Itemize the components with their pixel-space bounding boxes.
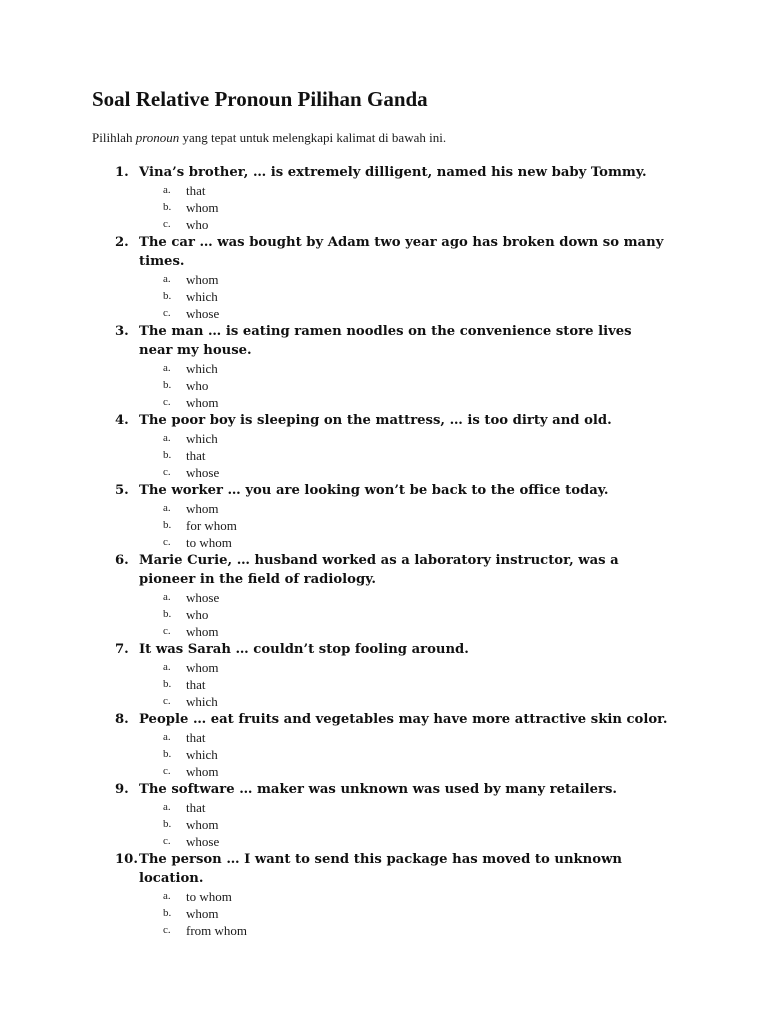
question-text: The poor boy is sleeping on the mattress, … is too dirty and old.	[139, 413, 612, 428]
option-text: that	[186, 800, 206, 815]
question-text: The man … is eating ramen noodles on the convenience store lives near my house.	[139, 324, 632, 358]
option-text: that	[186, 448, 206, 463]
question-list	[0, 163, 768, 939]
option-c	[0, 394, 768, 411]
question-text: It was Sarah … couldn’t stop fooling around.	[139, 642, 469, 657]
option-c	[0, 922, 768, 939]
question-text: Marie Curie, … husband worked as a laboratory instructor, was a pioneer in the field of radiology.	[139, 553, 619, 587]
option-a	[0, 729, 768, 746]
option-text: whose	[186, 465, 220, 480]
option-letter: a.	[163, 273, 171, 285]
question-text: Vina’s brother, … is extremely dilligent, named his new baby Tommy.	[139, 165, 647, 180]
option-list	[0, 182, 768, 233]
question-7	[0, 640, 768, 710]
question-number: 7.	[115, 642, 129, 657]
option-b	[0, 288, 768, 305]
option-text: from whom	[186, 923, 248, 938]
question-text: The worker … you are looking won’t be back to the office today.	[139, 483, 609, 498]
option-b	[0, 447, 768, 464]
option-text: whose	[186, 834, 220, 849]
option-c	[0, 833, 768, 850]
question-8	[0, 710, 768, 780]
option-letter: a.	[163, 362, 171, 374]
question-number: 4.	[115, 413, 129, 428]
option-a	[0, 360, 768, 377]
option-a	[0, 500, 768, 517]
option-a	[0, 659, 768, 676]
question-9	[0, 780, 768, 850]
instruction-text	[92, 130, 446, 146]
option-a	[0, 182, 768, 199]
instruction-emphasis: pronoun	[135, 130, 180, 145]
option-c	[0, 763, 768, 780]
instruction-after: yang tepat untuk melengkapi kalimat di bawah ini.	[179, 130, 447, 145]
option-letter: c.	[163, 307, 171, 319]
option-text: who	[186, 217, 209, 232]
question-number: 3.	[115, 324, 129, 339]
option-letter: b.	[163, 519, 172, 531]
option-c	[0, 305, 768, 322]
option-text: for whom	[186, 518, 237, 533]
option-letter: a.	[163, 890, 171, 902]
option-b	[0, 377, 768, 394]
option-text: whose	[186, 306, 220, 321]
option-text: that	[186, 730, 206, 745]
option-text: to whom	[186, 889, 232, 904]
option-text: whom	[186, 395, 219, 410]
option-letter: a.	[163, 502, 171, 514]
option-list	[0, 659, 768, 710]
option-list	[0, 589, 768, 640]
question-text: People … eat fruits and vegetables may have more attractive skin color.	[139, 712, 668, 727]
question-number: 8.	[115, 712, 129, 727]
option-list	[0, 729, 768, 780]
option-text: to whom	[186, 535, 232, 550]
option-letter: a.	[163, 731, 171, 743]
option-text: which	[186, 289, 218, 304]
option-text: whose	[186, 590, 220, 605]
question-text: The car … was bought by Adam two year ago has broken down so many times.	[139, 235, 664, 269]
option-list	[0, 799, 768, 850]
option-letter: a.	[163, 432, 171, 444]
option-b	[0, 816, 768, 833]
option-list	[0, 500, 768, 551]
option-text: whom	[186, 906, 219, 921]
option-a	[0, 799, 768, 816]
question-3	[0, 322, 768, 411]
option-letter: a.	[163, 661, 171, 673]
option-text: which	[186, 747, 218, 762]
option-text: which	[186, 694, 218, 709]
question-number: 5.	[115, 483, 129, 498]
option-letter: c.	[163, 396, 171, 408]
option-text: whom	[186, 501, 219, 516]
option-letter: c.	[163, 625, 171, 637]
option-c	[0, 464, 768, 481]
option-b	[0, 746, 768, 763]
option-c	[0, 623, 768, 640]
option-text: who	[186, 607, 209, 622]
option-letter: b.	[163, 748, 172, 760]
option-letter: a.	[163, 184, 171, 196]
option-b	[0, 199, 768, 216]
option-a	[0, 271, 768, 288]
question-2	[0, 233, 768, 322]
option-letter: b.	[163, 201, 172, 213]
option-text: that	[186, 183, 206, 198]
page-title: Soal Relative Pronoun Pilihan Ganda	[92, 87, 428, 111]
option-text: whom	[186, 624, 219, 639]
option-text: which	[186, 361, 218, 376]
question-number: 10.	[115, 852, 138, 867]
question-4	[0, 411, 768, 481]
question-number: 1.	[115, 165, 129, 180]
option-letter: b.	[163, 678, 172, 690]
question-number: 9.	[115, 782, 129, 797]
question-1	[0, 163, 768, 233]
option-letter: b.	[163, 818, 172, 830]
question-10	[0, 850, 768, 939]
question-number: 6.	[115, 553, 129, 568]
option-list	[0, 888, 768, 939]
option-text: that	[186, 677, 206, 692]
option-text: whom	[186, 764, 219, 779]
option-letter: c.	[163, 695, 171, 707]
option-a	[0, 888, 768, 905]
option-text: whom	[186, 660, 219, 675]
option-list	[0, 271, 768, 322]
option-letter: c.	[163, 466, 171, 478]
option-a	[0, 589, 768, 606]
option-c	[0, 216, 768, 233]
option-letter: b.	[163, 608, 172, 620]
option-letter: c.	[163, 924, 171, 936]
option-letter: a.	[163, 801, 171, 813]
question-6	[0, 551, 768, 640]
option-letter: b.	[163, 379, 172, 391]
option-list	[0, 360, 768, 411]
option-b	[0, 606, 768, 623]
option-text: which	[186, 431, 218, 446]
question-text: The person … I want to send this package has moved to unknown location.	[139, 852, 623, 886]
option-b	[0, 905, 768, 922]
option-c	[0, 534, 768, 551]
question-5	[0, 481, 768, 551]
option-b	[0, 517, 768, 534]
option-a	[0, 430, 768, 447]
option-letter: c.	[163, 218, 171, 230]
option-letter: c.	[163, 835, 171, 847]
option-text: whom	[186, 200, 219, 215]
question-number: 2.	[115, 235, 129, 250]
option-letter: b.	[163, 290, 172, 302]
option-letter: c.	[163, 536, 171, 548]
instruction-before: Pilihlah	[92, 130, 136, 145]
option-text: whom	[186, 817, 219, 832]
option-text: whom	[186, 272, 219, 287]
question-text: The software … maker was unknown was used by many retailers.	[139, 782, 617, 797]
option-letter: b.	[163, 449, 172, 461]
option-letter: a.	[163, 591, 171, 603]
option-text: who	[186, 378, 209, 393]
option-b	[0, 676, 768, 693]
option-letter: b.	[163, 907, 172, 919]
option-letter: c.	[163, 765, 171, 777]
option-c	[0, 693, 768, 710]
option-list	[0, 430, 768, 481]
